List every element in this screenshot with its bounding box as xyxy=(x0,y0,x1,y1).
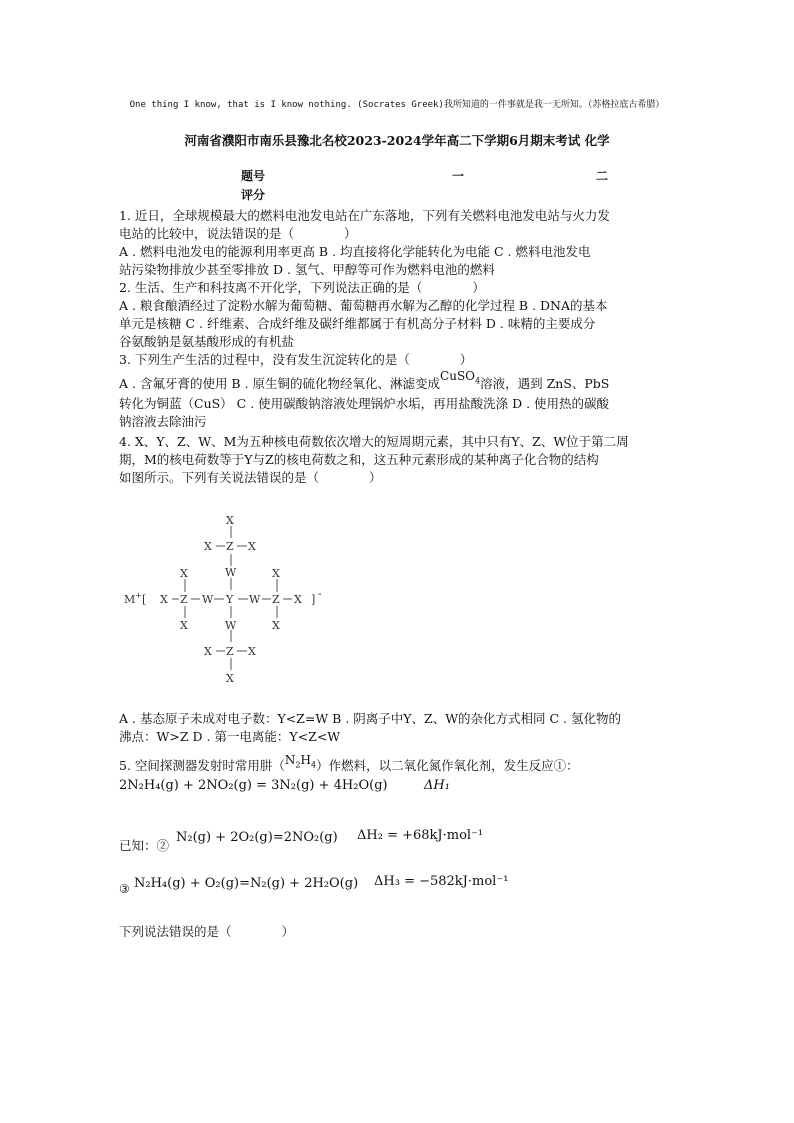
atom-x: X xyxy=(226,672,234,685)
question-3-options-line3: 钠溶液去除油污 xyxy=(119,414,207,429)
question-4-options-line2: 沸点：W>Z D . 第一电离能：Y<Z<W xyxy=(119,729,341,744)
atom-w: W xyxy=(249,593,261,606)
question-1 xyxy=(119,207,679,279)
header-quote: One thing I know, that is I know nothing. (Socrates Greek)我所知道的一件事就是我一无所知。（苏格拉底古希腊） xyxy=(129,100,665,110)
score-table-row-label-tihao: 题号 xyxy=(241,169,266,183)
question-4-stem-line1: 4. X、Y、Z、W、M为五种核电荷数依次增大的短周期元素，其中只有Y、Z、W位于第二周 xyxy=(119,434,629,449)
bracket-right: ] xyxy=(311,593,316,606)
equation-2-dh: ΔH₂ = +68kJ·mol⁻¹ xyxy=(357,828,484,843)
question-3-options-line1-a: A . 含氟牙膏的使用 B . 原生铜的硫化物经氧化、淋滤变成 xyxy=(119,376,441,391)
known-label: 已知：② xyxy=(119,838,170,853)
question-4-stem-line3: 如图所示。下列有关说法错误的是（ ） xyxy=(119,470,382,485)
atom-y: Y xyxy=(226,593,234,606)
atom-x: X xyxy=(248,540,256,553)
question-5 xyxy=(119,754,679,776)
question-5-ask: 下列说法错误的是（ ） xyxy=(119,924,295,939)
atom-z: Z xyxy=(226,645,234,658)
question-1-options-line1: A . 燃料电池发电的能源利用率更高 B . 均直接将化学能转化为电能 C . 燃料电池发电 xyxy=(119,244,591,259)
atom-x: X xyxy=(180,619,188,632)
atom-w: W xyxy=(225,619,237,632)
atom-x: X xyxy=(160,593,168,606)
question-3 xyxy=(119,351,679,431)
question-1-stem-line1: 1. 近日，全球规模最大的燃料电池发电站在广东落地，下列有关燃料电池发电站与火力发 xyxy=(119,208,610,223)
page-title: 河南省濮阳市南乐县豫北名校2023-2024学年高二下学期6月期末考试 化学 xyxy=(184,133,610,148)
score-table-col-2: 二 xyxy=(596,169,609,183)
question-5-stem: 5. 空间探测器发射时常用肼$(N_2H_4)$作燃料，以二氧化氮作氧化剂，发生反应①： xyxy=(119,754,579,773)
equation-3: N₂H₄(g) + O₂(g)=N₂(g) + 2H₂O(g) xyxy=(134,876,359,891)
score-table-col-1: 一 xyxy=(452,169,465,183)
atom-z: Z xyxy=(272,593,280,606)
question-2-options-line1: A . 粮食酿酒经过了淀粉水解为葡萄糖、葡萄糖再水解为乙醇的化学过程 B . DNA的基本 xyxy=(119,298,608,313)
cuso4-formula: CuSO$_4$ xyxy=(440,369,481,386)
atom-x: X xyxy=(272,619,280,632)
question-4-options-line1: A . 基态原子未成对电子数：Y<Z=W B . 阴离子中Y、Z、W的杂化方式相同 C . 氢化物的 xyxy=(119,711,622,726)
atom-z: Z xyxy=(180,593,188,606)
question-4-stem-line2: 期，M的核电荷数等于Y与Z的核电荷数之和，这五种元素形成的某种离子化合物的结构 xyxy=(119,452,599,467)
question-4-options xyxy=(119,710,679,746)
atom-w: W xyxy=(202,593,214,606)
equation-1-dh: ΔH₁ xyxy=(424,778,450,793)
atom-x: X xyxy=(226,514,234,527)
question-3-options-line2: 转化为铜蓝（CuS） C . 使用碳酸钠溶液处理锅炉水垢，再用盐酸洗涤 D . 使用热的碳酸 xyxy=(119,396,610,411)
atom-w: W xyxy=(225,566,237,579)
question-2-stem: 2. 生活、生产和科技离不开化学，下列说法正确的是（ ） xyxy=(119,280,485,295)
equation-2: N₂(g) + 2O₂(g)=2NO₂(g) xyxy=(176,830,338,845)
question-1-stem-line2: 电站的比较中，说法错误的是（ ） xyxy=(119,226,357,241)
question-3-options-line1-b: 溶液，遇到 ZnS、PbS xyxy=(480,376,610,391)
atom-x: X xyxy=(204,540,212,553)
atom-x: X xyxy=(204,645,212,658)
score-table-row-label-pingfen: 评分 xyxy=(241,188,266,202)
bracket-left: [ xyxy=(142,593,147,606)
cation-m: M+ xyxy=(124,591,142,606)
equation-3-dh: ΔH₃ = −582kJ·mol⁻¹ xyxy=(374,874,509,889)
atom-x: X xyxy=(248,645,256,658)
atom-x: X xyxy=(272,567,280,580)
question-4 xyxy=(119,433,679,487)
ionic-compound-structure xyxy=(120,510,340,690)
atom-x: X xyxy=(294,593,302,606)
equation-3-label: ③ xyxy=(119,882,130,896)
atom-x: X xyxy=(180,567,188,580)
question-2 xyxy=(119,279,679,351)
question-3-options-line1 xyxy=(119,369,679,395)
equation-1: 2N₂H₄(g) + 2NO₂(g) = 3N₂(g) + 4H₂O(g) xyxy=(119,778,388,793)
n2h4-formula: $N_2H_4$ xyxy=(284,754,317,770)
question-2-options-line2: 单元是核糖 C . 纤维素、合成纤维及碳纤维都属于有机高分子材料 D . 味精的主要成分 xyxy=(119,316,596,331)
atom-z: Z xyxy=(226,540,234,553)
anion-charge: - xyxy=(318,587,322,600)
question-3-stem: 3. 下列生产生活的过程中，没有发生沉淀转化的是（ ） xyxy=(119,352,473,367)
question-1-options-line2: 站污染物排放少甚至零排放 D . 氢气、甲醇等可作为燃料电池的燃料 xyxy=(119,262,495,277)
question-2-options-line3: 谷氨酸钠是氨基酸形成的有机盐 xyxy=(119,334,295,349)
